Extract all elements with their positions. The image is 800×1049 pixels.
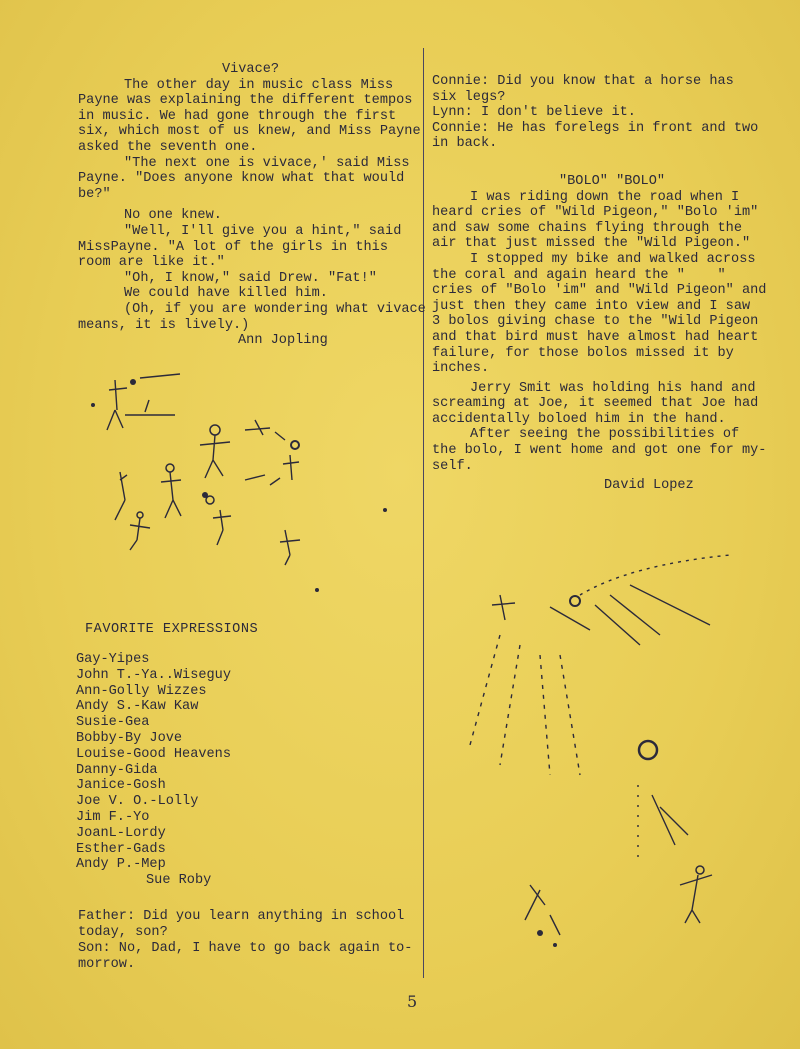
story-line: I stopped my bike and walked across [470, 251, 756, 267]
story-line: six, which most of us knew, and Miss Payne [78, 124, 421, 140]
story-line: be?" [78, 186, 111, 202]
joke-line: today, son? [78, 925, 168, 940]
bolo-author: David Lopez [604, 478, 694, 494]
column-divider [423, 48, 424, 978]
vivace-story [78, 62, 426, 349]
story-line: failure, for those bolos missed it by [432, 345, 734, 361]
expression-item: Andy P.-Mep [76, 857, 166, 873]
joke-line: in back. [432, 136, 498, 152]
story-line: and that bird must have almost had heart [432, 329, 759, 345]
story-line: cries of "Bolo 'im" and "Wild Pigeon" and [432, 283, 767, 299]
expression-item: JoanL-Lordy [76, 825, 166, 841]
expression-item: Ann-Golly Wizzes [76, 683, 207, 699]
story-line: in music. We had gone through the first [78, 108, 397, 124]
expressions-heading: FAVORITE EXPRESSIONS [85, 622, 259, 637]
expression-item: Esther-Gads [76, 841, 166, 857]
story-line: Payne. "Does anyone know what that would [78, 171, 405, 187]
story-line: MissPayne. "A lot of the girls in this [78, 239, 388, 255]
expressions-author: Sue Roby [146, 873, 212, 889]
story-line: and saw some chains flying through the [432, 220, 742, 236]
story-line: self. [432, 458, 473, 474]
joke-line: Son: No, Dad, I have to go back again to- [78, 941, 413, 956]
father-son-joke [78, 909, 412, 973]
bolo-drawing [430, 545, 795, 965]
expressions-list [76, 652, 231, 889]
expression-item: Joe V. O.-Lolly [76, 794, 199, 810]
story-line: the coral and again heard the " " [432, 267, 726, 283]
story-line: Payne was explaining the different tempos [78, 93, 413, 109]
story-line: I was riding down the road when I [470, 189, 740, 205]
story-line: We could have killed him. [124, 286, 328, 302]
joke-line: Lynn: I don't believe it. [432, 105, 636, 121]
joke-line: Connie: He has forelegs in front and two [432, 120, 759, 136]
story-line: 3 bolos giving chase to the "Wild Pigeon [432, 314, 759, 330]
story-line: inches. [432, 361, 490, 377]
vivace-title: Vivace? [221, 62, 280, 77]
expression-item: John T.-Ya..Wiseguy [76, 667, 231, 683]
joke-line: Father: Did you learn anything in school [78, 909, 405, 924]
story-line: "Oh, I know," said Drew. "Fat!" [124, 270, 377, 286]
story-line: means, it is lively.) [78, 317, 250, 333]
story-line: screaming at Joe, it seemed that Joe had [432, 396, 759, 412]
right-column [432, 74, 792, 494]
story-line: "The next one is vivace,' said Miss [124, 155, 410, 171]
expression-item: Louise-Good Heavens [76, 746, 231, 762]
expression-item: Gay-Yipes [76, 652, 150, 667]
expression-item: Janice-Gosh [76, 778, 166, 794]
page-number: 5 [407, 992, 418, 1011]
expression-item: Bobby-By Jove [76, 730, 183, 746]
stick-figures-drawing [85, 360, 420, 610]
story-line: the bolo, I went home and got one for my- [432, 443, 767, 459]
expression-item: Danny-Gida [76, 762, 158, 778]
expression-item: Susie-Gea [76, 715, 150, 731]
story-line: just then they came into view and I saw [432, 298, 751, 314]
story-line: accidentally boloed him in the hand. [432, 411, 726, 427]
vivace-author: Ann Jopling [238, 333, 328, 349]
story-line: After seeing the possibilities of [470, 427, 740, 443]
story-line: The other day in music class Miss [124, 77, 394, 93]
joke-line: morrow. [78, 957, 136, 972]
story-line: No one knew. [124, 208, 222, 224]
story-line: asked the seventh one. [78, 139, 258, 155]
joke-line: Connie: Did you know that a horse has [432, 74, 734, 89]
story-line: room are like it." [78, 255, 225, 271]
story-line: air that just missed the "Wild Pigeon." [432, 236, 751, 252]
expression-item: Jim F.-Yo [76, 809, 150, 825]
story-line: "Well, I'll give you a hint," said [124, 223, 402, 239]
story-line: (Oh, if you are wondering what vivace [124, 301, 426, 317]
expression-item: Andy S.-Kaw Kaw [76, 699, 199, 715]
story-line: Jerry Smit was holding his hand and [470, 380, 756, 396]
bolo-title: "BOLO" "BOLO" [558, 173, 666, 189]
story-line: heard cries of "Wild Pigeon," "Bolo 'im" [432, 205, 759, 221]
joke-line: six legs? [432, 89, 506, 105]
